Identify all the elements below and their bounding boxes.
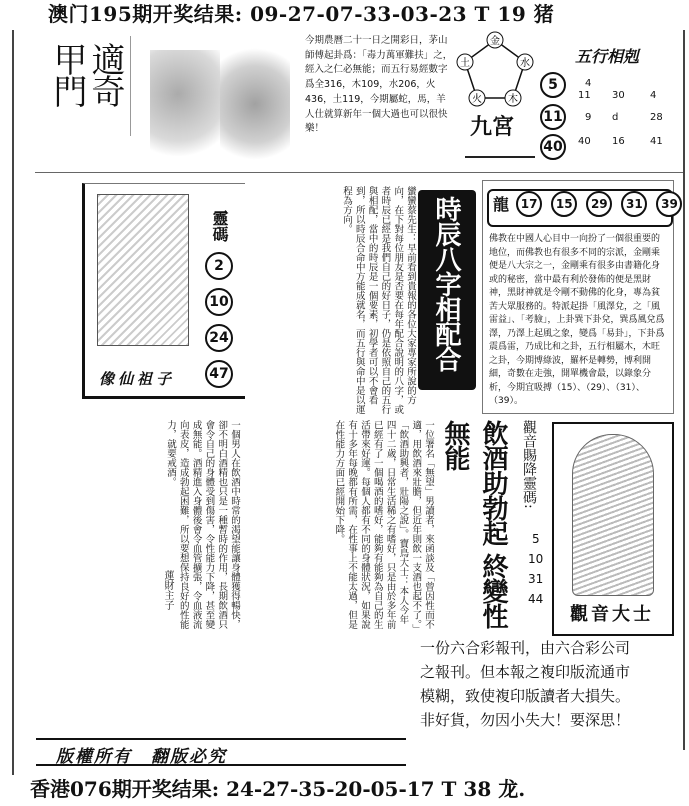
intro-text: 今期農曆二十一日之開彩日，茅山師傅起卦爲：「毒力萬軍難扶」之，經入之仁必無能；而五行易經數字爲全316，木109，水206，火436，土119，今期屬蛇，馬，羊人仕就算新年一個大過也可以很快樂！: [305, 35, 453, 135]
notice-line: 之報刊。但本報之複印版流通市: [420, 663, 631, 681]
guanyin-number: 10: [528, 552, 544, 566]
drinking-middle-body: 一個男人在飲酒中時常的渴望能讓身體獲得暢快，卻不明白酒精也只是一種暫時的作用，長期飲酒只會令自己的身體受到傷害，令性能力下降，甚至變成無能。酒精進入身體後會令血管擴張，令血液流向表皮，造成勃起困難，所以要想保持良好的性能力，就要戒酒。: [164, 420, 240, 629]
grid-value: 4: [650, 90, 657, 101]
grid-value: 9: [585, 112, 592, 123]
wuxing-element: 木: [508, 94, 518, 105]
masthead-ink-art-2: [220, 44, 290, 164]
guanyin-title: 觀音賜降靈碼:: [521, 420, 537, 509]
notice-line: 非好貨，勿因小失大！要深思！: [420, 711, 631, 729]
lingma-number: 2: [205, 252, 233, 280]
guanyin-number: 5: [532, 532, 540, 546]
xiang-ball: 39: [656, 191, 682, 217]
xiang-ball: 31: [621, 191, 647, 217]
guanyin-number: 44: [528, 592, 544, 606]
jiugong-title: 九宮: [470, 114, 515, 140]
lingma-title: 靈碼: [210, 210, 229, 242]
circled-number: 5: [540, 72, 566, 98]
xiang-panel: [482, 180, 678, 414]
grid-value: 11: [578, 90, 591, 101]
notice-line: 一份六合彩報刊，由六合彩公司: [420, 639, 631, 657]
wuxing-diagram: [455, 30, 535, 110]
grid-value: 30: [612, 90, 625, 101]
grid-value: 28: [650, 112, 663, 123]
xiang-ball: 15: [551, 191, 577, 217]
grid-value: 41: [650, 136, 663, 147]
xiang-body: 佛教在中國人心目中一向扮了一個很重要的地位，而佛教也有很多不同的宗派，金剛乘便是八大宗之一，金剛乘有很多由書籍化身或的秘密，當中最有利於發佈的便是黑財神，黑財神就是令剛不動佛的化身，專為貧苦大眾服務的。特派起掛「風澤兌，之「風雷益」、「考臉」，上卦巽下卦兌，巽爲風兌爲澤，乃澤上起風之象，變爲「易卦」，下卦爲震爲雷，乃成比和之卦，五行相屬木，木旺之卦，今期博綠波，羅杯是轉勢，博利開細，奇數在走強，開單機會最，以錄象分析，今期宜吸搏（15）、（29）、（31）、（39）。: [489, 234, 665, 406]
margin-line-left: [12, 30, 14, 775]
grid-value: 16: [612, 136, 625, 147]
wuxing-element: 金: [490, 36, 500, 47]
grid-value: 4: [585, 78, 592, 89]
xiang-ball: 17: [516, 191, 542, 217]
lingma-number: 47: [205, 360, 233, 388]
bottom-banner: 香港076期开奖结果: 24-27-35-20-05-17 T 38 龙.: [30, 777, 526, 801]
grid-value: d: [612, 112, 619, 123]
copyright-bar: [36, 738, 406, 766]
drinking-signature: 蓮財主子: [162, 570, 173, 610]
drinking-title: 飲酒助勃起 終變性無能: [440, 420, 508, 629]
notice-block: [420, 636, 685, 740]
masthead-divider: [35, 172, 683, 173]
circled-number: 11: [540, 104, 566, 130]
xiang-ball: 29: [586, 191, 612, 217]
lingma-number: 10: [205, 288, 233, 316]
wuxing-title: 五行相剋: [575, 47, 640, 66]
lingma-number: 24: [205, 324, 233, 352]
ancestor-figure-image: [97, 194, 189, 346]
drinking-body: 一位署名「無望」男讀者，來函談及「曾因性而不適，用飲酒來壯膽，但近年則飲一支酒也起不了。」「飲酒助興者，壯陽之說」。寶鳥大士：本人今年四十二歲，日常生活稀之有嗜好，只是由於多年前已經有了一個喝酒的嗜好，能夠有能夠為自己的生活帶來好運。每個人都有不同的身體狀況，如果說有十多年每晚都有所需，在性事上不能太過，但是在性能力方面已經開始下降。: [333, 420, 434, 629]
guanyin-caption: 觀音大士: [570, 604, 654, 625]
copyright-text: 版權所有 翻版必究: [56, 747, 227, 767]
guanyin-number: 31: [528, 572, 544, 586]
wuxing-element: 水: [520, 58, 530, 69]
shichen-title-box: [418, 190, 476, 390]
guanyin-figure-box: [552, 422, 674, 636]
wuxing-element: 土: [460, 58, 470, 69]
guanyin-figure-image: [572, 434, 654, 596]
ancestor-caption: 像仙祖子: [99, 370, 176, 388]
shichen-body: 蠻蠻蔡先生：早前看到貴報的各位大家專家所說的方向，在下對每位朋友是否要在每年配合說明的八字，或者時辰已經是我們自己的好日子，仍是依照自己的五行與相配，當中的時辰是一個要素，初學者可以不會看到，所以時辰合命中方能成就名，而五行與命中是以運程為方向。: [340, 186, 416, 414]
wuxing-element: 火: [472, 94, 482, 105]
shichen-title: 時辰八字相配合: [431, 196, 461, 371]
masthead-left-chars: 適奇甲門: [47, 42, 125, 106]
notice-line: 模糊，致使複印版讀者大損失。: [420, 687, 631, 705]
jiugong-script: [465, 140, 535, 158]
masthead-title: [40, 36, 131, 136]
grid-value: 40: [578, 136, 591, 147]
masthead-ink-art: [150, 50, 220, 160]
circled-number: 40: [540, 134, 566, 160]
top-banner: 澳门195期开奖结果: 09-27-07-33-03-23 T 19 猪: [48, 2, 555, 26]
xiang-ball-row: [487, 189, 678, 227]
xiang-animal: 龍: [493, 195, 510, 214]
